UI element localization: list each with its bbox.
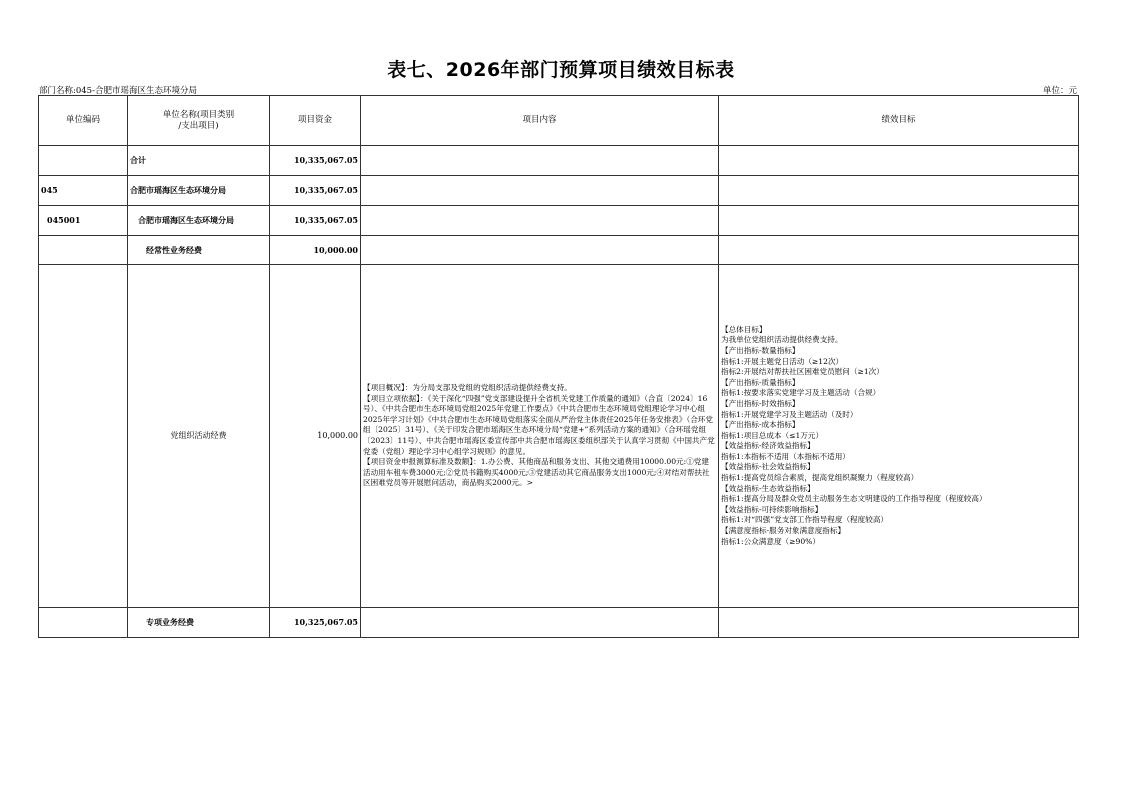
row-goal (719, 176, 1079, 206)
row-goal (719, 236, 1079, 265)
table-row (39, 206, 1079, 236)
row-funds: 10,000.00 (270, 236, 361, 265)
row-code: 045 (39, 176, 128, 206)
row-code (39, 146, 128, 176)
row-content (361, 146, 719, 176)
header-name: 单位名称(项目类别 /支出项目) (128, 96, 270, 146)
row-content (361, 608, 719, 638)
header-content: 项目内容 (361, 96, 719, 146)
row-name: 党组织活动经费 (128, 265, 270, 608)
row-name: 合肥市瑶海区生态环境分局 (128, 206, 270, 236)
header-row (39, 96, 1079, 146)
row-funds: 10,335,067.05 (270, 146, 361, 176)
row-goal (719, 206, 1079, 236)
header-code: 单位编码 (39, 96, 128, 146)
row-funds: 10,335,067.05 (270, 206, 361, 236)
table-row (39, 608, 1079, 638)
row-funds: 10,325,067.05 (270, 608, 361, 638)
row-code (39, 236, 128, 265)
row-name: 合计 (128, 146, 270, 176)
row-code (39, 608, 128, 638)
unit-label: 单位：元 (1042, 86, 1077, 96)
row-code: 045001 (39, 206, 128, 236)
row-code (39, 265, 128, 608)
row-name: 专项业务经费 (128, 608, 270, 638)
header-funds: 项目资金 (270, 96, 361, 146)
header-goal: 绩效目标 (719, 96, 1079, 146)
row-content (361, 236, 719, 265)
table-row (39, 265, 1079, 608)
row-funds: 10,000.00 (270, 265, 361, 608)
row-goal (719, 608, 1079, 638)
table-row (39, 236, 1079, 265)
row-name: 合肥市瑶海区生态环境分局 (128, 176, 270, 206)
performance-table (38, 95, 1079, 638)
row-content (361, 176, 719, 206)
row-name: 经常性业务经费 (128, 236, 270, 265)
page-title: 表七、2026年部门预算项目绩效目标表 (387, 59, 735, 81)
row-goal (719, 146, 1079, 176)
row-goal: 【总体目标】 为我单位党组织活动提供经费支持。 【产出指标-数量指标】 指标1:开展主题党日活动（≥12次） 指标2:开展结对帮扶社区困难党员慰问（≥1次） 【产出指标-质量指标】 指标1:按要求落实党建学习及主题活动（合规） 【产出指标-时效指标】 指标1:开展党建学习及主题活动（及时） 【产出指标-成本指标】 指标1:项目总成本（≤1万元） 【效益指标-经济效益指标】 指标1:本指标不适用（本指标不适用） 【效益指标-社会效益指标】 指标1:提高党员综合素质，提高党组织凝聚力（程度较高） 【效益指标-生态效益指标】 指标1:提高分局及群众党员主动服务生态文明建设的工作指导程度（程度较高） 【效益指标-可持续影响指标】 指标1:对“四强”党支部工作指导程度（程度较高） 【满意度指标-服务对象满意度指标】 指标1:公众满意度（≥90%） (719, 265, 1079, 608)
row-funds: 10,335,067.05 (270, 176, 361, 206)
row-content (361, 206, 719, 236)
table-row (39, 176, 1079, 206)
table-row (39, 146, 1079, 176)
row-content: 【项目概况】：为分局支部及党组的党组织活动提供经费支持。 【项目立项依据】：《关于深化“四强”党支部建设提升全省机关党建工作质量的通知》（合直〔2024〕16号）、《中共合肥市生态环境局党组2025年党建工作要点》《中共合肥市生态环境局党组理论学习中心组2025年学习计划》《中共合肥市生态环境局党组落实全面从严治党主体责任2025年任务安排表》（合环党组〔2025〕31号）、《关于印发合肥市瑶海区生态环境分局“党建+”系列活动方案的通知》（合环瑶党组〔2023〕11号）、中共合肥市瑶海区委宣传部中共合肥市瑶海区委组织部关于认真学习贯彻《中国共产党党委（党组）理论学习中心组学习规则》的意见。 【项目资金申报测算标准及数额】：1.办公费、其他商品和服务支出、其他交通费用10000.00元:①党建活动用车租车费3000元;②党员书籍购买4000元;③党建活动其它商品服务支出1000元;④对结对帮扶社区困难党员等开展慰问活动，商品购买2000元。> (361, 265, 719, 608)
department-label: 部门名称:045-合肥市瑶海区生态环境分局 (39, 86, 197, 96)
